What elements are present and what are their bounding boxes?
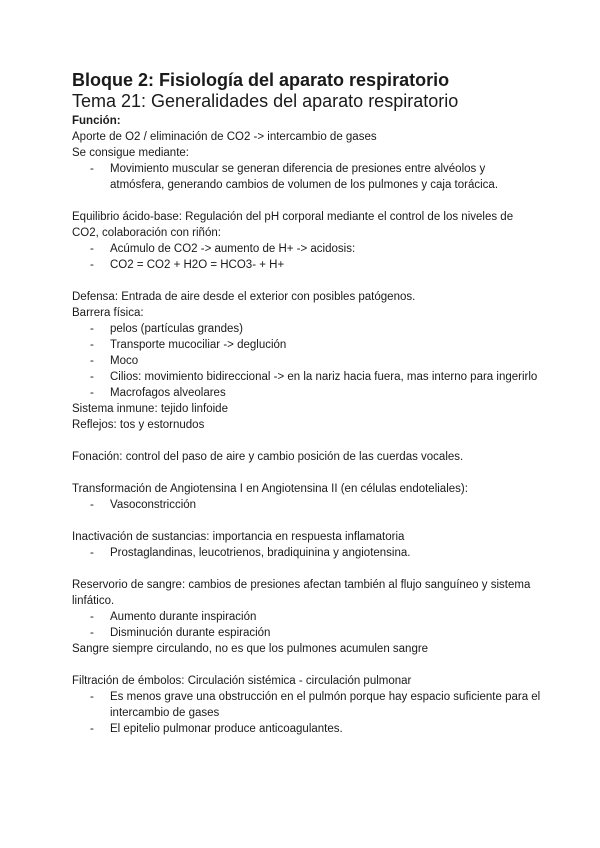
list-item: - Aumento durante inspiración	[72, 609, 542, 625]
reservorio-list	[72, 609, 542, 641]
inmune-line: Sistema inmune: tejido linfoide	[72, 403, 228, 415]
equilibrio-list	[72, 241, 542, 273]
list-item: - pelos (partículas grandes)	[72, 321, 542, 337]
funcion-list	[72, 161, 542, 193]
list-item: - Macrofagos alveolares	[72, 385, 542, 401]
funcion-line: Se consigue mediante:	[72, 147, 189, 159]
reservorio-note: Sangre siempre circulando, no es que los pulmones acumulen sangre	[72, 643, 429, 655]
equilibrio-paragraph: Equilibrio ácido-base: Regulación del pH corporal mediante el control de los niveles de CO2, colaboración con riñón:	[72, 211, 514, 239]
reservorio-paragraph: Reservorio de sangre: cambios de presiones afectan también al flujo sanguíneo y sistema linfático.	[72, 579, 531, 607]
list-item: - Disminución durante espiración	[72, 625, 542, 641]
angiotensina-list	[72, 497, 542, 513]
document-page	[72, 70, 542, 737]
list-item: - CO2 = CO2 + H2O = HCO3- + H+	[72, 257, 542, 273]
inactivacion-list	[72, 545, 542, 561]
list-item: - Acúmulo de CO2 -> aumento de H+ -> acidosis:	[72, 241, 542, 257]
topic-title: Tema 21: Generalidades del aparato respiratorio	[72, 91, 459, 111]
barrera-label: Barrera física:	[72, 307, 144, 319]
defensa-paragraph: Defensa: Entrada de aire desde el exterior con posibles patógenos.	[72, 291, 416, 303]
barrera-list	[72, 321, 542, 401]
list-item: - Moco	[72, 353, 542, 369]
list-item: - Prostaglandinas, leucotrienos, bradiquinina y angiotensina.	[72, 545, 542, 561]
filtracion-list	[72, 689, 542, 737]
list-item: - Cilios: movimiento bidireccional -> en la nariz hacia fuera, mas interno para ingerirlo	[72, 369, 542, 385]
block-title: Bloque 2: Fisiología del aparato respiratorio	[72, 70, 450, 90]
inactivacion-paragraph: Inactivación de sustancias: importancia en respuesta inflamatoria	[72, 531, 405, 543]
funcion-heading: Función:	[72, 115, 121, 127]
list-item: - Es menos grave una obstrucción en el pulmón porque hay espacio suficiente para el intercambio de gases	[72, 689, 542, 721]
list-item: - Movimiento muscular se generan diferencia de presiones entre alvéolos y atmósfera, generando cambios de volumen de los pulmones y caja torácica.	[72, 161, 542, 193]
filtracion-paragraph: Filtración de émbolos: Circulación sistémica - circulación pulmonar	[72, 675, 412, 687]
reflejos-line: Reflejos: tos y estornudos	[72, 419, 205, 431]
list-item: - El epitelio pulmonar produce anticoagulantes.	[72, 721, 542, 737]
fonacion-paragraph: Fonación: control del paso de aire y cambio posición de las cuerdas vocales.	[72, 451, 464, 463]
angiotensina-paragraph: Transformación de Angiotensina I en Angiotensina II (en células endoteliales):	[72, 483, 468, 495]
list-item: - Transporte mucociliar -> deglución	[72, 337, 542, 353]
funcion-line: Aporte de O2 / eliminación de CO2 -> intercambio de gases	[72, 131, 377, 143]
list-item: - Vasoconstricción	[72, 497, 542, 513]
